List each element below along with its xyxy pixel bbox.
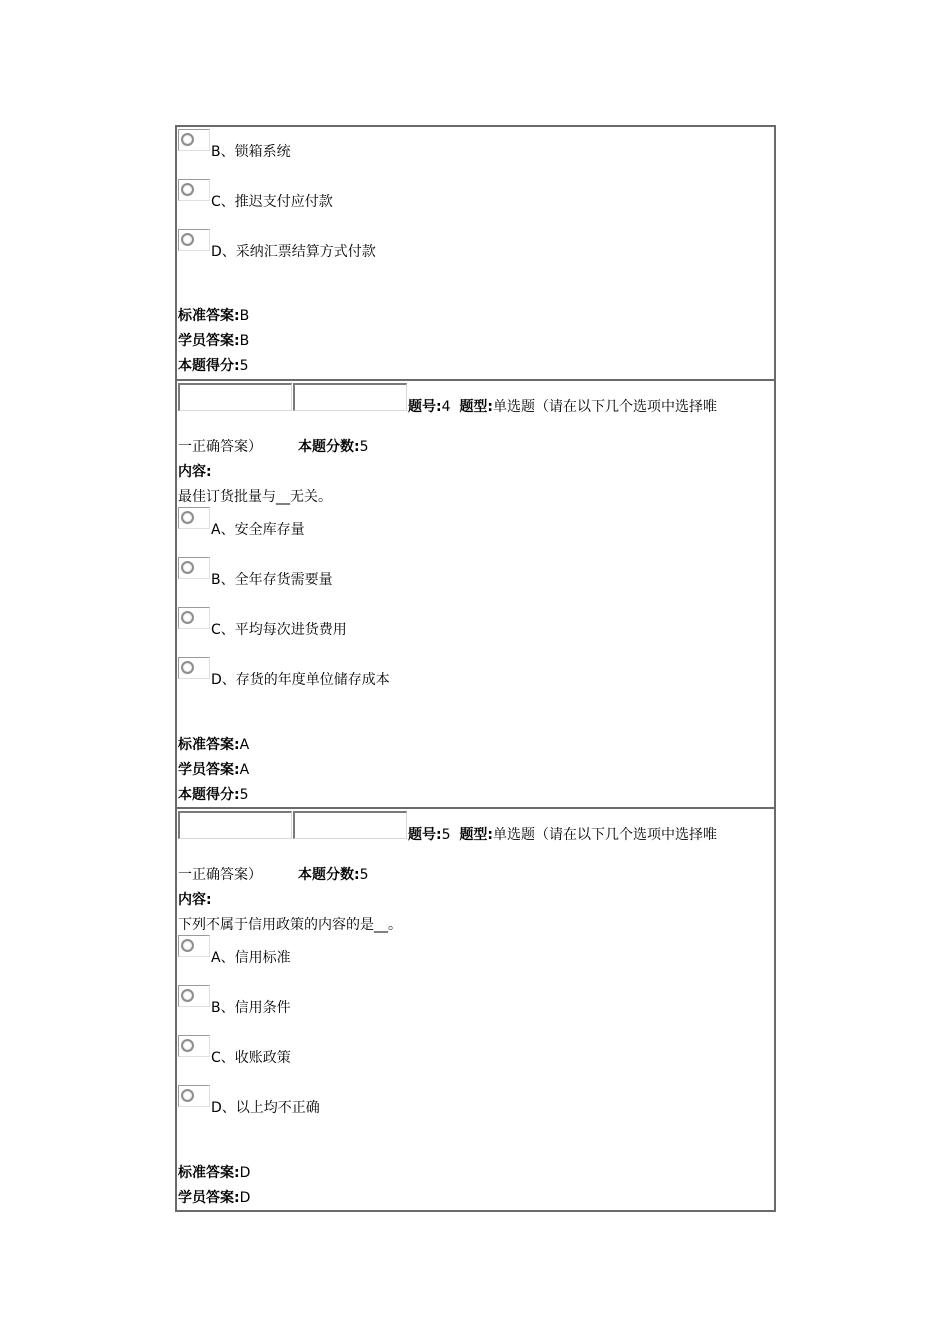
radio-circle-icon [181,939,194,952]
q5-option-d-radio[interactable] [178,1085,210,1107]
radio-circle-icon [181,989,194,1002]
q5-option-a-radio[interactable] [178,935,210,957]
q4-option-b-label: B、全年存货需要量 [211,572,333,588]
q4-option-d-label: D、存货的年度单位储存成本 [211,672,390,688]
q4-option-a-radio[interactable] [178,507,210,529]
q3-option-d-label: D、采纳汇票结算方式付款 [211,244,376,260]
q3-option-c-radio[interactable] [178,179,210,201]
q4-content-label: 内容: [178,464,212,480]
radio-circle-icon [181,1089,194,1102]
q5-header-line: 题号:5 题型:单选题（请在以下几个选项中选择唯 [408,827,718,843]
question-5-section [177,809,774,1209]
q5-option-d-label: D、以上均不正确 [211,1100,320,1116]
q4-option-c-label: C、平均每次进货费用 [211,622,347,638]
exam-results-frame [175,125,776,1212]
q4-option-d-radio[interactable] [178,657,210,679]
q4-input-box-2[interactable] [293,383,407,411]
q4-option-c-radio[interactable] [178,607,210,629]
radio-circle-icon [181,561,194,574]
q5-option-a-label: A、信用标准 [211,950,291,966]
radio-circle-icon [181,133,194,146]
q5-question-text: 下列不属于信用政策的内容的是__。 [178,917,402,933]
q5-student-answer: 学员答案:D [178,1190,251,1206]
q5-option-b-radio[interactable] [178,985,210,1007]
q4-input-box-1[interactable] [178,383,292,411]
radio-circle-icon [181,233,194,246]
q5-option-b-label: B、信用条件 [211,1000,291,1016]
q3-score: 本题得分:5 [178,358,249,374]
radio-circle-icon [181,183,194,196]
q5-standard-answer: 标准答案:D [178,1165,251,1181]
q5-input-box-2[interactable] [293,811,407,839]
radio-circle-icon [181,611,194,624]
q4-header-line: 题号:4 题型:单选题（请在以下几个选项中选择唯 [408,399,718,415]
question-4-section [177,381,774,807]
q4-standard-answer: 标准答案:A [178,737,250,753]
radio-circle-icon [181,1039,194,1052]
q3-standard-answer: 标准答案:B [178,308,250,324]
q5-option-c-label: C、收账政策 [211,1050,291,1066]
q4-type-line2: 一正确答案） 本题分数:5 [178,439,369,455]
q4-option-a-label: A、安全库存量 [211,522,305,538]
q5-type-line2: 一正确答案） 本题分数:5 [178,867,369,883]
radio-circle-icon [181,511,194,524]
q5-content-label: 内容: [178,892,212,908]
q3-option-b-radio[interactable] [178,129,210,151]
q4-score: 本题得分:5 [178,787,249,803]
q3-option-c-label: C、推迟支付应付款 [211,194,333,210]
q5-option-c-radio[interactable] [178,1035,210,1057]
q5-input-box-1[interactable] [178,811,292,839]
q4-option-b-radio[interactable] [178,557,210,579]
q4-question-text: 最佳订货批量与__无关。 [178,489,332,505]
q3-student-answer: 学员答案:B [178,333,250,349]
question-3-section [177,127,774,380]
q4-student-answer: 学员答案:A [178,762,250,778]
q3-option-d-radio[interactable] [178,229,210,251]
radio-circle-icon [181,661,194,674]
q3-option-b-label: B、锁箱系统 [211,144,291,160]
